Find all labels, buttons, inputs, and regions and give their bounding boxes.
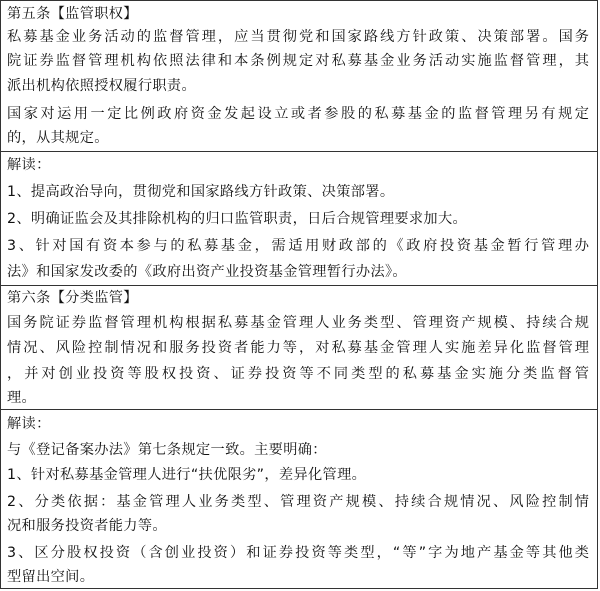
interp-5-line-4: 法》和国家发改委的《政府出资产业投资基金管理暂行办法》。 — [7, 264, 407, 280]
interp-6-heading: 解读： — [7, 416, 51, 432]
row-divider — [1, 285, 597, 286]
article-6-line-4: 理。 — [7, 390, 37, 406]
article-5-heading: 第五条【监管职权】 — [7, 6, 138, 22]
article-6-line-2: 情况、风险控制情况和服务投资者能力等，对私募基金管理人实施差异化监督管理 — [7, 340, 589, 356]
interp-5-line-1: 1、提高政治导向，贯彻党和国家路线方针政策、决策部署。 — [7, 184, 395, 200]
interp-5-heading: 解读： — [7, 157, 51, 173]
interp-5-line-3: 3、针对国有资本参与的私募基金，需适用财政部的《政府投资基金暂行管理办 — [7, 238, 589, 254]
row-divider — [1, 151, 597, 152]
article-6-line-3: ，并对创业投资等股权投资、证券投资等不同类型的私募基金实施分类监督管 — [7, 366, 589, 382]
interp-6-line-2: 1、针对私募基金管理人进行“扶优限劣”，差异化管理。 — [7, 467, 367, 483]
article-6-heading: 第六条【分类监管】 — [7, 290, 138, 306]
article-5-line-5: 的，从其规定。 — [7, 130, 109, 146]
article-5-line-1: 私募基金业务活动的监督管理，应当贯彻党和国家路线方针政策、决策部署。国务 — [7, 29, 589, 45]
interp-6-line-3: 2、分类依据：基金管理人业务类型、管理资产规模、持续合规情况、风险控制情 — [7, 494, 589, 510]
interp-6-line-6: 型留出空间。 — [7, 569, 95, 585]
interp-5-line-2: 2、明确证监会及其排除机构的归口监管职责，日后合规管理要求加大。 — [7, 211, 468, 227]
interp-6-line-4: 况和服务投资者能力等。 — [7, 518, 167, 534]
article-5-line-4: 国家对运用一定比例政府资金发起设立或者参股的私募基金的监督管理另有规定 — [7, 106, 589, 122]
article-5-line-2: 院证券监督管理机构依照法律和本条例规定对私募基金业务活动实施监督管理，其 — [7, 53, 589, 69]
interp-6-line-5: 3、区分股权投资（含创业投资）和证券投资等类型，“等”字为地产基金等其他类 — [7, 545, 589, 561]
article-5-line-3: 派出机构依照授权履行职责。 — [7, 78, 196, 94]
row-divider — [1, 409, 597, 410]
interp-6-line-1: 与《登记备案办法》第七条规定一致。主要明确： — [7, 442, 327, 458]
article-6-line-1: 国务院证券监督管理机构根据私募基金管理人业务类型、管理资产规模、持续合规 — [7, 315, 589, 331]
